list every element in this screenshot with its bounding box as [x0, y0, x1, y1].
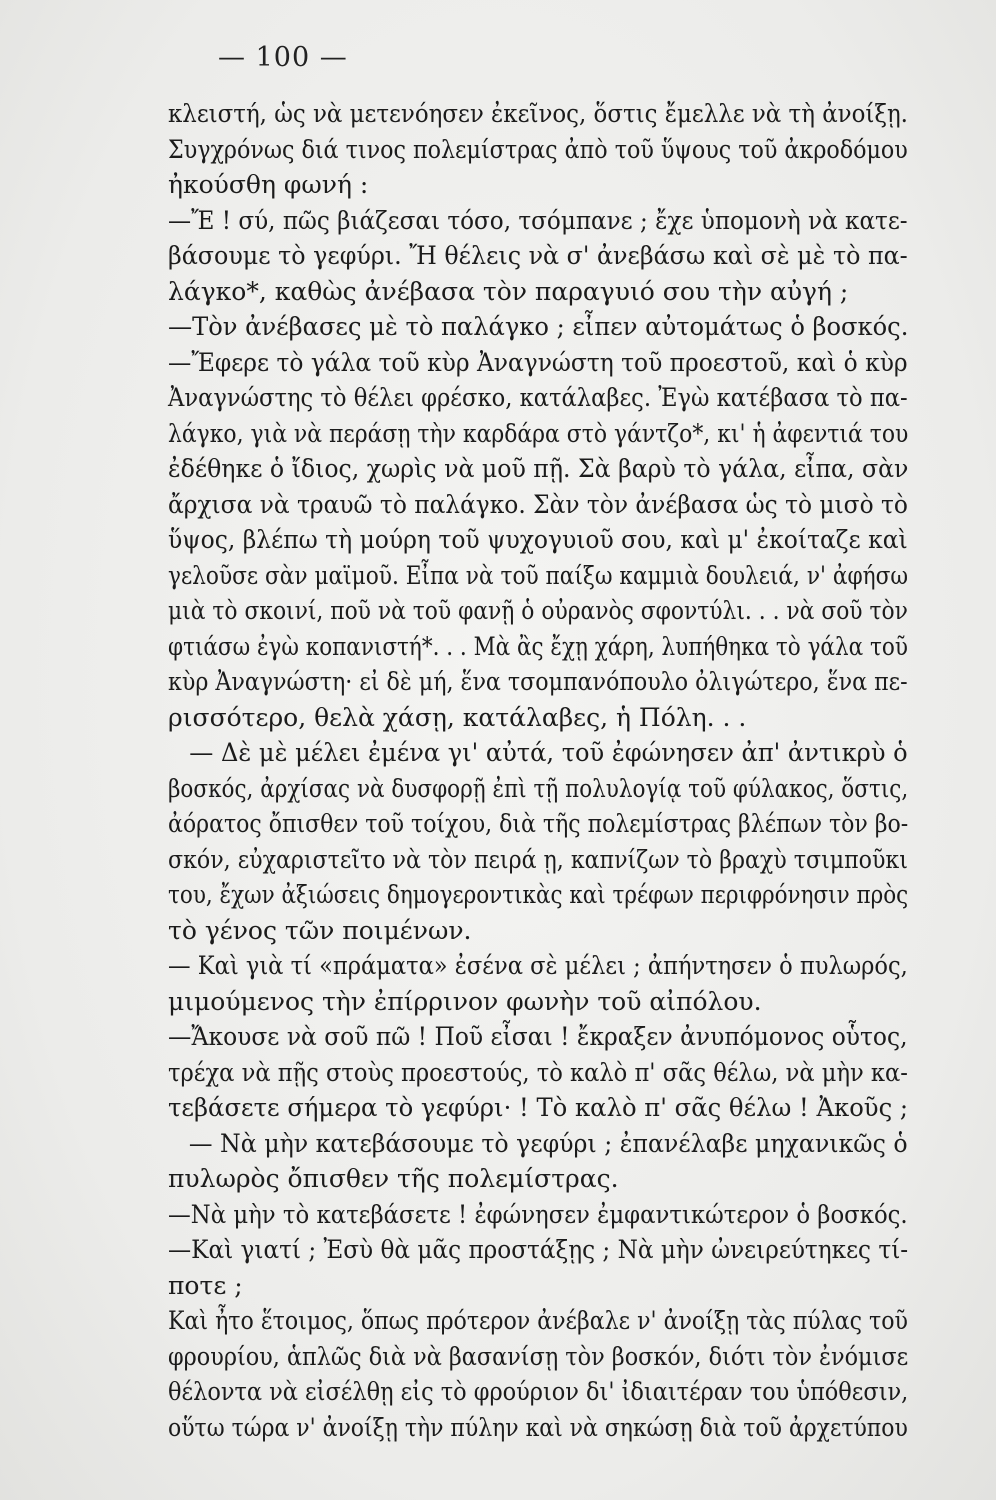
- text-line: — Δὲ μὲ μέλει ἐμένα γι' αὐτά, τοῦ ἐφώνησεν ἀπ' ἀντικρὺ ὁ: [189, 738, 908, 767]
- text-line: γελοῦσε σὰν μαϊμοῦ. Εἶπα νὰ τοῦ παίξω καμμιὰ δουλειά, ν' ἀφήσω: [168, 560, 909, 590]
- text-line: — Νὰ μὴν κατεβάσουμε τὸ γεφύρι ; ἐπανέλαβε μηχανικῶς ὁ: [188, 1128, 908, 1158]
- text-line: του, ἔχων ἀξιώσεις δημογεροντικὰς καὶ τρέφων περιφρόνησιν πρὸς: [168, 880, 909, 909]
- text-line: πυλωρὸς ὄπισθεν τῆς πολεμίστρας.: [168, 1164, 619, 1193]
- text-line: τὸ γένος τῶν ποιμένων.: [168, 915, 472, 945]
- page-number: — 100 —: [218, 42, 348, 73]
- text-line: —Ἔφερε τὸ γάλα τοῦ κὺρ Ἀναγνώστη τοῦ προεστοῦ, καὶ ὁ κὺρ: [168, 347, 908, 377]
- text-line: λάγκο, γιὰ νὰ περάσῃ τὴν καρδάρα στὸ γάντζο*, κι' ἡ ἀφεντιά του: [168, 418, 909, 448]
- text-line: οὕτω τώρα ν' ἀνοίξῃ τὴν πύλην καὶ νὰ σηκώσῃ διὰ τοῦ ἀρχετύπου: [168, 1412, 908, 1442]
- text-line: τεβάσετε σήμερα τὸ γεφύρι· ! Τὸ καλὸ π' σᾶς θέλω ! Ἀκοῦς ;: [168, 1093, 909, 1122]
- text-line: — Καὶ γιὰ τί «πράματα» ἐσένα σὲ μέλει ; ἀπήντησεν ὁ πυλωρός,: [168, 951, 908, 980]
- text-line: —Νὰ μὴν τὸ κατεβάσετε ! ἐφώνησεν ἐμφαντικώτερον ὁ βοσκός.: [168, 1199, 908, 1229]
- text-line: Συγχρόνως διά τινος πολεμίστρας ἀπὸ τοῦ ὕψους τοῦ ἀκροδόμου: [168, 134, 908, 164]
- text-line: ὕψος, βλέπω τὴ μούρη τοῦ ψυχογυιοῦ σου, καὶ μ' ἐκοίταζε καὶ: [168, 525, 908, 554]
- text-line: Ἀναγνώστης τὸ θέλει φρέσκο, κατάλαβες. Ἐγὼ κατέβασα τὸ πα-: [168, 383, 908, 412]
- text-line: —Ἄκουσε νὰ σοῦ πῶ ! Ποῦ εἶσαι ! ἔκραξεν ἀνυπόμονος οὗτος,: [168, 1022, 908, 1051]
- text-line: ἐδέθηκε ὁ ἴδιος, χωρὶς νὰ μοῦ πῇ. Σὰ βαρὺ τὸ γάλα, εἶπα, σὰν: [168, 454, 909, 483]
- text-line: —Ἔ ! σύ, πῶς βιάζεσαι τόσο, τσόμπανε ; ἔχε ὑπομονὴ νὰ κατε-: [168, 205, 908, 235]
- text-line: —Καὶ γιατί ; Ἐσὺ θὰ μᾶς προστάξῃς ; Νὰ μὴν ὠνειρεύτηκες τί-: [168, 1235, 909, 1264]
- text-line: ποτε ;: [168, 1270, 243, 1300]
- text-line: ἄρχισα νὰ τραυῶ τὸ παλάγκο. Σὰν τὸν ἀνέβασα ὡς τὸ μισὸ τὸ: [168, 489, 908, 519]
- text-line: κὺρ Ἀναγνώστη· εἰ δὲ μή, ἕνα τσομπανόπουλο ὀλιγώτερο, ἕνα πε-: [168, 667, 908, 696]
- text-line: κλειστή, ὡς νὰ μετενόησεν ἐκεῖνος, ὅστις ἔμελλε νὰ τὴ ἀνοίξῃ.: [168, 99, 908, 128]
- text-line: βάσουμε τὸ γεφύρι. Ἤ θέλεις νὰ σ' ἀνεβάσω καὶ σὲ μὲ τὸ πα-: [168, 241, 908, 270]
- text-line: ἠκούσθη φωνή :: [168, 170, 369, 199]
- text-line: μιὰ τὸ σκοινί, ποῦ νὰ τοῦ φανῇ ὁ οὐρανὸς σφοντύλι. . . νὰ σοῦ τὸν: [168, 596, 908, 625]
- text-line: —Τὸν ἀνέβασες μὲ τὸ παλάγκο ; εἶπεν αὐτομάτως ὁ βοσκός.: [168, 312, 909, 341]
- text-line: Καὶ ἦτο ἕτοιμος, ὅπως πρότερον ἀνέβαλε ν' ἀνοίξῃ τὰς πύλας τοῦ: [168, 1306, 908, 1335]
- text-line: φρουρίου, ἁπλῶς διὰ νὰ βασανίσῃ τὸν βοσκόν, διότι τὸν ἐνόμισε: [168, 1341, 909, 1371]
- text-line: σκόν, εὐχαριστεῖτο νὰ τὸν πειρά ῃ, καπνίζων τὸ βραχὺ τσιμποῦκι: [168, 844, 908, 874]
- text-line: φτιάσω ἐγὼ κοπανιστή*. . . Μὰ ἂς ἔχῃ χάρη, λυπήθηκα τὸ γάλα τοῦ: [168, 631, 908, 661]
- text-line: τρέχα νὰ πῇς στοὺς προεστούς, τὸ καλὸ π' σᾶς θέλω, νὰ μὴν κα-: [168, 1057, 908, 1087]
- text-line: ρισσότερο, θελὰ χάσῃ, κατάλαβες, ἡ Πόλη. . .: [168, 702, 747, 732]
- text-line: ἀόρατος ὄπισθεν τοῦ τοίχου, διὰ τῆς πολεμίστρας βλέπων τὸν βο-: [168, 809, 909, 838]
- text-line: θέλοντα νὰ εἰσέλθῃ εἰς τὸ φρούριον δι' ἰδιαιτέραν του ὑπόθεσιν,: [168, 1377, 909, 1406]
- text-line: λάγκο*, καθὼς ἀνέβασα τὸν παραγυιό σου τὴν αὐγή ;: [168, 276, 849, 306]
- body-text: [168, 96, 908, 1445]
- text-line: μιμούμενος τὴν ἐπίρρινον φωνὴν τοῦ αἰπόλου.: [168, 986, 762, 1016]
- text-line: βοσκός, ἀρχίσας νὰ δυσφορῇ ἐπὶ τῇ πολυλογίᾳ τοῦ φύλακος, ὅστις,: [168, 773, 909, 803]
